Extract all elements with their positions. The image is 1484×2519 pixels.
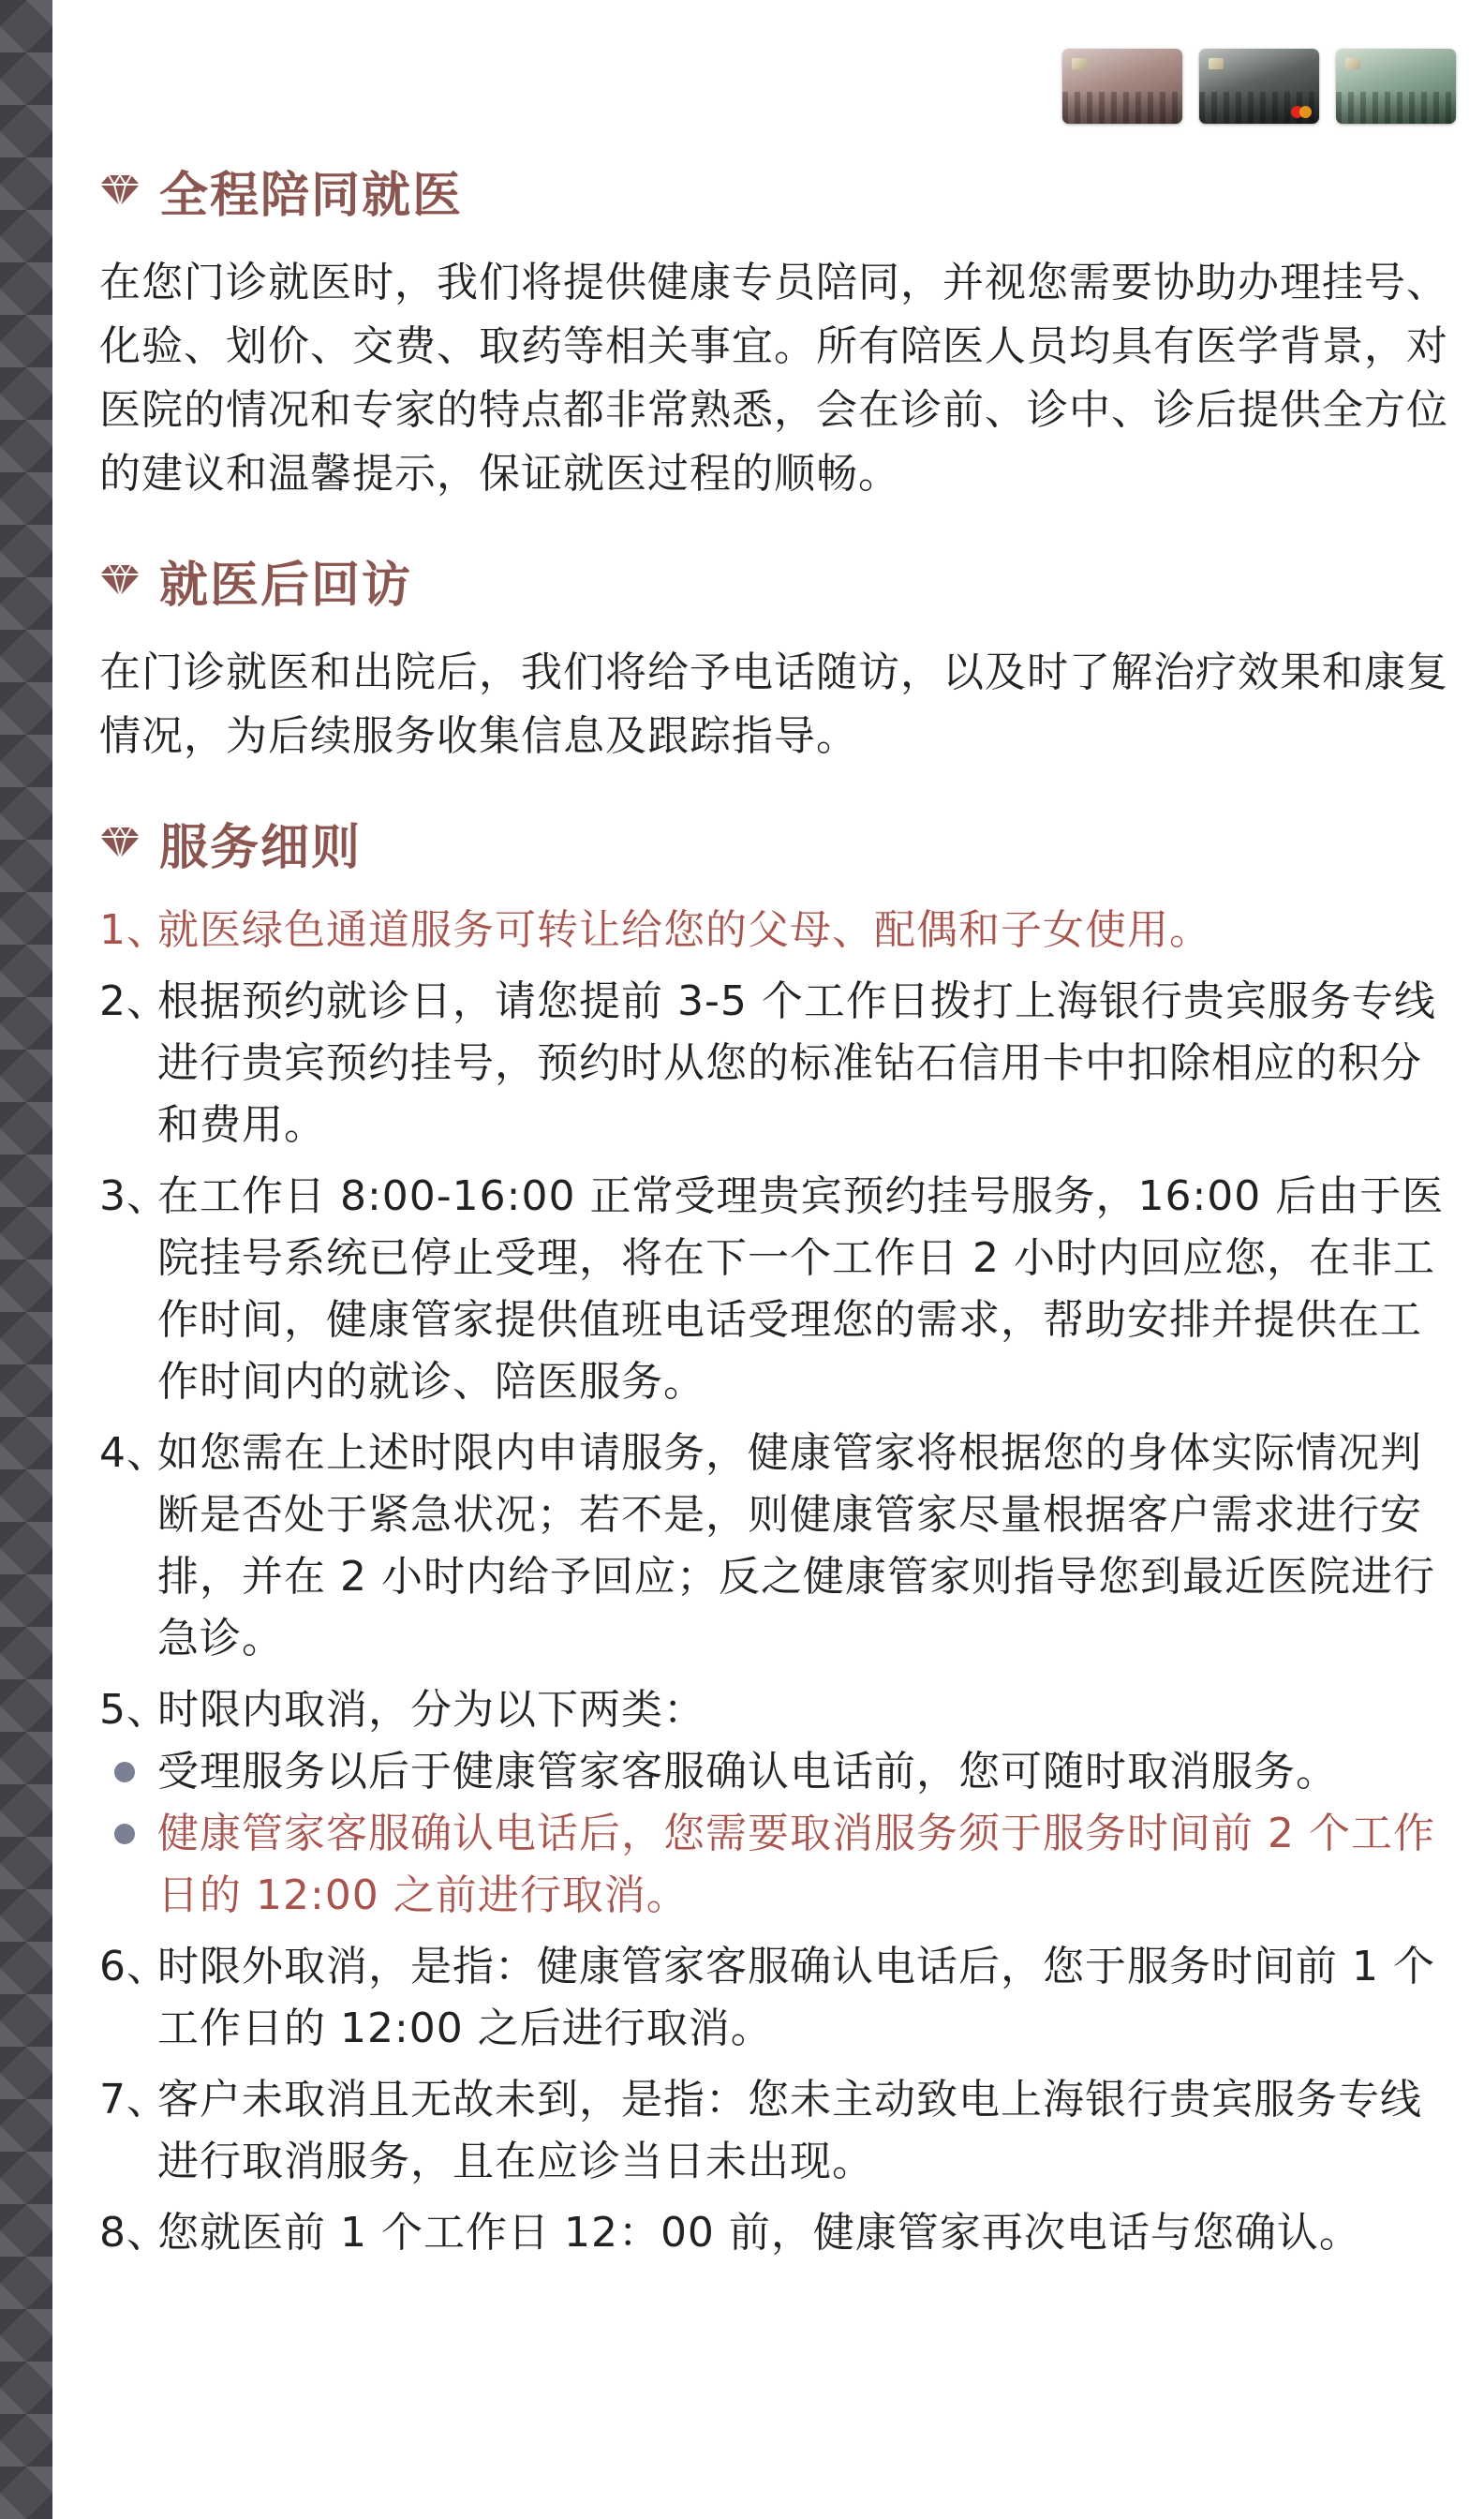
list-item-number: 7、 xyxy=(99,2076,169,2124)
section-title: 就医后回访 xyxy=(159,557,413,614)
card-thumbnail xyxy=(1062,49,1182,124)
section-title: 服务细则 xyxy=(159,819,363,876)
main-content xyxy=(99,150,1448,2273)
list-item-text: 在工作日 8:00-16:00 正常受理贵宾预约挂号服务，16:00 后由于医院挂号系统已停止受理，将在下一个工作日 2 小时内回应您，在非工作时间，健康管家提供值班电话受理您的需求，帮助安排并提供在工作时间内的就诊、陪医服务。 xyxy=(157,1172,1445,1406)
list-item-number: 2、 xyxy=(99,977,169,1025)
bullet-dot-icon xyxy=(114,1824,135,1844)
list-item-number: 1、 xyxy=(99,906,169,954)
list-item-number: 6、 xyxy=(99,1943,169,1990)
card-skyline-image xyxy=(1336,92,1456,124)
section-paragraph: 在门诊就医和出院后，我们将给予电话随访，以及时了解治疗效果和康复情况，为后续服务收集信息及跟踪指导。 xyxy=(99,648,1448,760)
card-thumbnails xyxy=(1062,49,1456,124)
list-item xyxy=(99,1679,1448,1741)
service-rules-list xyxy=(99,900,1448,1741)
sub-list-item xyxy=(99,1741,1448,1803)
sub-list-item-text: 健康管家客服确认电话后，您需要取消服务须于服务时间前 2 个工作日的 12:00 之前进行取消。 xyxy=(157,1810,1435,1919)
diamond-icon xyxy=(99,173,141,207)
list-item-text: 您就医前 1 个工作日 12：00 前，健康管家再次电话与您确认。 xyxy=(157,2209,1361,2257)
card-chip-icon xyxy=(1345,58,1360,69)
list-item-text: 时限内取消，分为以下两类： xyxy=(157,1686,705,1734)
section-heading xyxy=(99,540,1448,620)
section-heading xyxy=(99,150,1448,231)
diamond-icon xyxy=(99,563,141,597)
cancellation-sub-list xyxy=(99,1741,1448,1927)
list-item-text: 根据预约就诊日，请您提前 3-5 个工作日拨打上海银行贵宾服务专线进行贵宾预约挂号，预约时从您的标准钻石信用卡中扣除相应的积分和费用。 xyxy=(157,977,1436,1149)
card-chip-icon xyxy=(1209,58,1224,69)
list-item xyxy=(99,971,1448,1156)
service-rules-list-continued xyxy=(99,1936,1448,2264)
card-thumbnail xyxy=(1199,49,1319,124)
section-heading xyxy=(99,802,1448,883)
list-item-text: 时限外取消，是指：健康管家客服确认电话后，您于服务时间前 1 个工作日的 12:00 之后进行取消。 xyxy=(157,1943,1435,2052)
list-item-number: 3、 xyxy=(99,1172,169,1220)
card-chip-icon xyxy=(1072,58,1087,69)
list-item xyxy=(99,1936,1448,2060)
section-paragraph: 在您门诊就医时，我们将提供健康专员陪同，并视您需要协助办理挂号、化验、划价、交费、取药等相关事宜。所有陪医人员均具有医学背景，对医院的情况和专家的特点都非常熟悉，会在诊前、诊中、诊后提供全方位的建议和温馨提示，保证就医过程的顺畅。 xyxy=(99,259,1448,498)
sub-list-item-text: 受理服务以后于健康管家客服确认电话前，您可随时取消服务。 xyxy=(157,1748,1338,1796)
list-item xyxy=(99,2202,1448,2264)
list-item xyxy=(99,2069,1448,2193)
card-thumbnail xyxy=(1336,49,1456,124)
list-item-text: 如您需在上述时限内申请服务，健康管家将根据您的身体实际情况判断是否处于紧急状况；若不是，则健康管家尽量根据客户需求进行安排，并在 2 小时内给予回应；反之健康管家则指导您到最近医院进行急诊。 xyxy=(157,1429,1435,1662)
sub-list-item xyxy=(99,1803,1448,1927)
diamond-icon xyxy=(99,826,141,859)
list-item-number: 4、 xyxy=(99,1429,169,1477)
decorative-side-strip xyxy=(0,0,52,2519)
list-item xyxy=(99,1166,1448,1413)
mastercard-logo-icon xyxy=(1291,106,1312,118)
bullet-dot-icon xyxy=(114,1762,135,1782)
list-item-text: 客户未取消且无故未到，是指：您未主动致电上海银行贵宾服务专线进行取消服务，且在应诊当日未出现。 xyxy=(157,2076,1422,2185)
list-item-number: 5、 xyxy=(99,1686,169,1734)
list-item-number: 8、 xyxy=(99,2209,169,2257)
list-item xyxy=(99,1423,1448,1670)
card-skyline-image xyxy=(1062,92,1182,124)
list-item xyxy=(99,900,1448,961)
list-item-text: 就医绿色通道服务可转让给您的父母、配偶和子女使用。 xyxy=(157,906,1211,954)
section-title: 全程陪同就医 xyxy=(159,167,464,224)
